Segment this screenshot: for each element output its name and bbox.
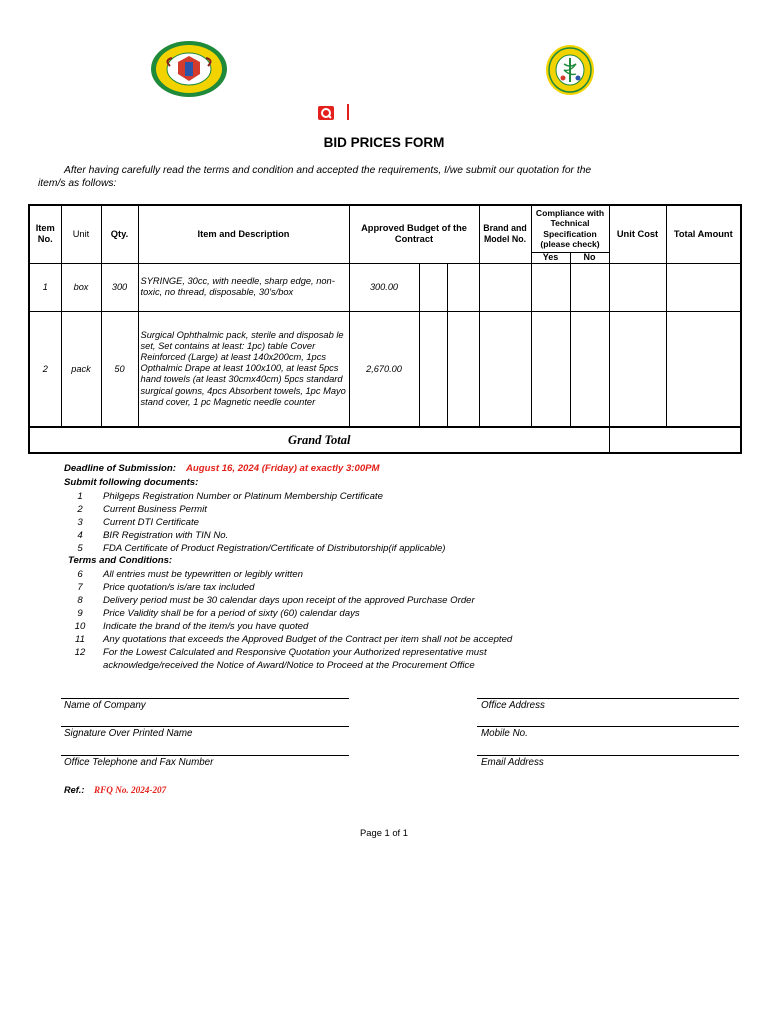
list-item [70,594,730,607]
cell-qty: 50 [101,311,138,427]
company-line [61,698,349,699]
email-line [477,755,739,756]
ref-value: RFQ No. 2024-207 [94,785,167,795]
col-header-item-description: Item and Description [138,205,349,263]
list-number: 10 [74,621,86,632]
cell-brand[interactable] [479,263,531,311]
list-number: 11 [75,634,85,645]
table-row [29,263,741,311]
list-text: Any quotations that exceeds the Approved Budget of the Contract per item shall not be accepted [103,634,513,645]
email-field-label: Email Address [481,757,544,768]
cell-qty: 300 [101,263,138,311]
list-number: 5 [77,543,83,554]
cell-no[interactable] [570,311,609,427]
ref-label: Ref.: [64,785,85,795]
cell-unit-cost[interactable] [609,311,666,427]
mobile-field-label: Mobile No. [481,728,528,739]
list-number: 12 [74,647,86,658]
list-text: FDA Certificate of Product Registration/Certificate of Distributorship(if applicable) [103,543,446,554]
cell-description: Surgical Ophthalmic pack, sterile and disposab le set, Set contains at least: 1pc) table Cover Reinforced (Large) at least 140x200cm, 1pcs Opthalmic Drape at least 100x100, at least 5pcs hand towels (at least 30cmx40cm) 5pcs standard surgical gowns, 4pcs Absorbent towels, 1pc Mayo stand cover, 1 pc Magnetic needle counter [138,311,349,427]
deadline-value: August 16, 2024 (Friday) at exactly 3:00PM [186,463,380,474]
terms-list [70,568,730,672]
col-header-total-amount: Total Amount [666,205,741,263]
intro-paragraph [38,164,704,190]
col-header-unit-cost: Unit Cost [609,205,666,263]
cell-no[interactable] [570,263,609,311]
intro-line-2: item/s as follows: [38,178,117,189]
col-header-abc: Approved Budget of the Contract [349,205,479,263]
grand-total-value[interactable] [609,427,741,453]
cell-total-amount[interactable] [666,263,741,311]
cell-description: SYRINGE, 30cc, with needle, sharp edge, non-toxic, no thread, disposable, 30's/box [138,263,349,311]
list-item [70,568,730,581]
cell-abc: 300.00 [349,263,419,311]
list-number: 7 [77,582,83,593]
cell-blank[interactable] [447,263,479,311]
list-number: 4 [77,530,83,541]
cell-unit-cost[interactable] [609,263,666,311]
list-number: 6 [77,569,83,580]
list-text: Delivery period must be 30 calendar days upon receipt of the approved Purchase Order [103,595,475,606]
list-item [70,490,710,503]
list-item [70,503,710,516]
list-text: Price Validity shall be for a period of sixty (60) calendar days [103,608,360,619]
list-number: 8 [77,595,83,606]
list-number: 3 [77,517,83,528]
list-item [70,633,730,646]
list-number: 1 [77,491,83,502]
signature-field-label: Signature Over Printed Name [64,728,193,739]
list-text: Price quotation/s is/are tax included [103,582,255,593]
col-header-brand: Brand and Model No. [479,205,531,263]
grand-total-label: Grand Total [29,427,609,453]
cell-blank[interactable] [419,311,447,427]
list-item [70,620,730,633]
table-row [29,311,741,427]
cell-yes[interactable] [531,263,570,311]
deadline-label: Deadline of Submission: [64,463,176,474]
col-header-compliance: Compliance with Technical Specification (please check) [531,205,609,252]
company-field-label: Name of Company [64,700,146,711]
documents-label: Submit following documents: [64,477,199,488]
address-field-label: Office Address [481,700,545,711]
form-title: BID PRICES FORM [323,135,445,150]
page-number: Page 1 of 1 [360,827,408,838]
cell-total-amount[interactable] [666,311,741,427]
telephone-field-label: Office Telephone and Fax Number [64,757,214,768]
cell-item-no: 1 [29,263,61,311]
col-header-item-no: Item No. [29,205,61,263]
col-header-yes: Yes [531,252,570,263]
col-header-unit: Unit [61,205,101,263]
list-text: Indicate the brand of the item/s you have quoted [103,621,309,632]
list-item [70,646,730,672]
list-item [70,542,710,555]
cell-item-no: 2 [29,311,61,427]
cell-yes[interactable] [531,311,570,427]
bid-prices-table [28,204,742,454]
mobile-line [477,726,739,727]
list-text: Current Business Permit [103,504,207,515]
list-item [70,607,730,620]
address-line [477,698,739,699]
list-text: For the Lowest Calculated and Responsive Quotation your Authorized representative must [103,647,487,658]
cell-unit: box [61,263,101,311]
documents-list [70,490,710,555]
list-text: All entries must be typewritten or legibly written [103,569,303,580]
table-header-row [29,205,741,252]
red-logo-icon [318,106,334,120]
list-text: Philgeps Registration Number or Platinum Membership Certificate [103,491,383,502]
intro-line-1: After having carefully read the terms and condition and accepted the requirements, I/we submit our quotation for the [64,165,592,176]
list-text: Current DTI Certificate [103,517,199,528]
telephone-line [61,755,349,756]
list-item [70,581,730,594]
cell-blank[interactable] [447,311,479,427]
list-text: BIR Registration with TIN No. [103,530,229,541]
hospital-seal-logo [545,44,595,96]
cell-blank[interactable] [419,263,447,311]
col-header-qty: Qty. [101,205,138,263]
list-number: 2 [77,504,83,515]
signature-line [61,726,349,727]
doh-seal-logo [150,40,228,98]
cell-brand[interactable] [479,311,531,427]
list-item [70,529,710,542]
grand-total-row [29,427,741,453]
list-text-continued: acknowledge/received the Notice of Award/Notice to Proceed at the Procurement Office [103,660,475,671]
list-item [70,516,710,529]
red-divider [347,104,349,120]
terms-label: Terms and Conditions: [68,555,173,566]
cell-unit: pack [61,311,101,427]
cell-abc: 2,670.00 [349,311,419,427]
list-number: 9 [77,608,83,619]
col-header-no: No [570,252,609,263]
